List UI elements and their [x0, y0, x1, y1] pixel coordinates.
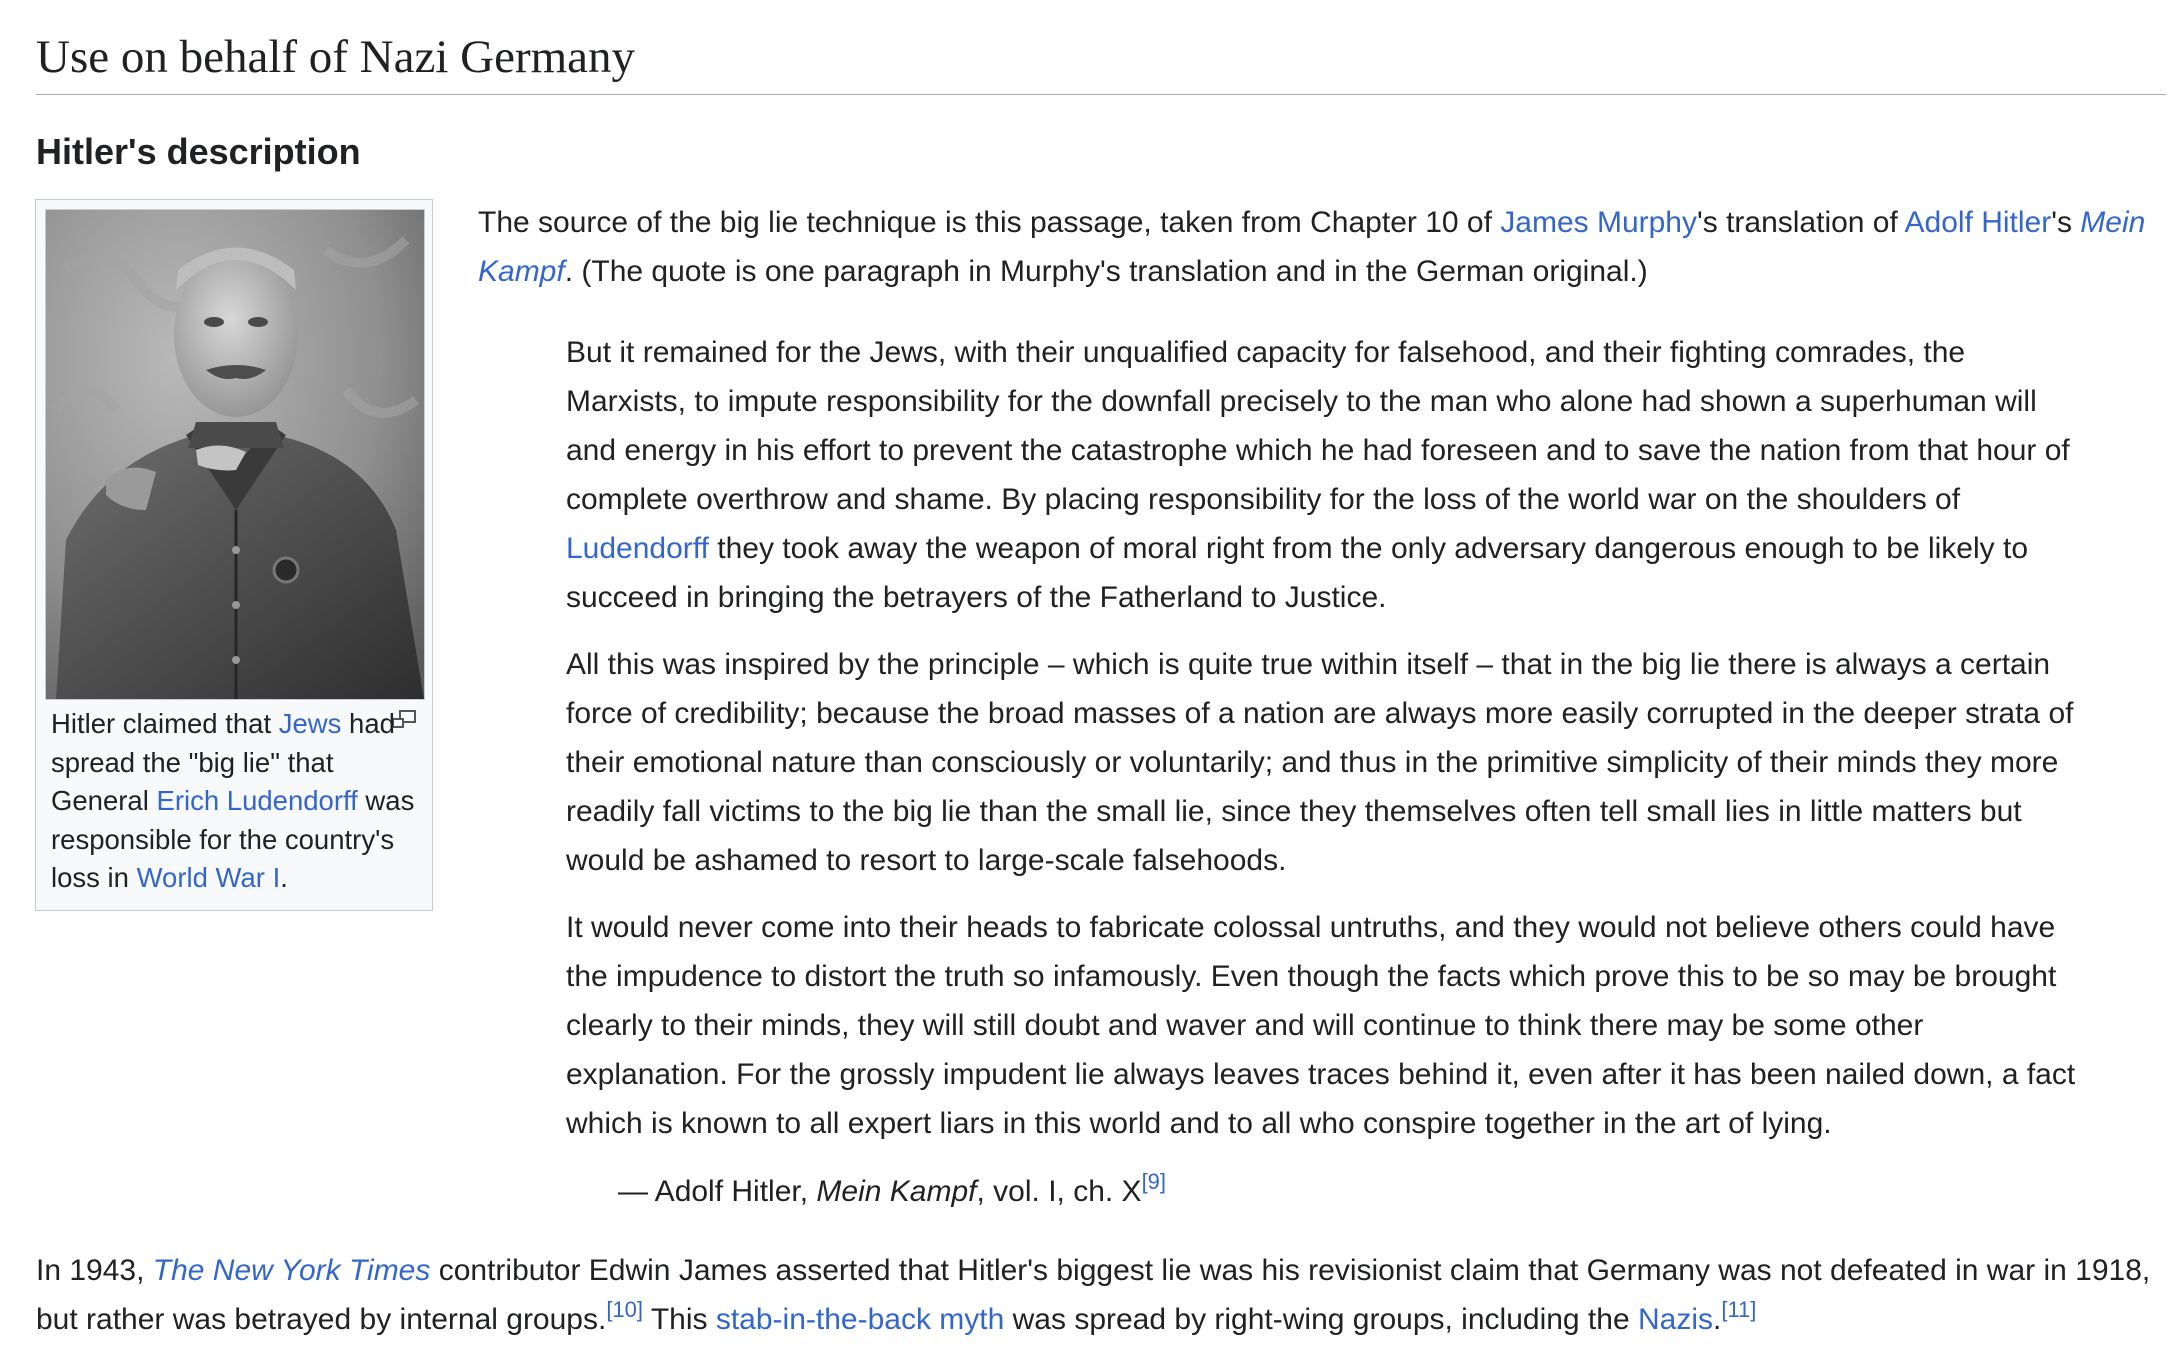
outro-text: This — [643, 1303, 716, 1336]
intro-text: 's — [2051, 206, 2081, 239]
link-new-york-times[interactable]: The New York Times — [152, 1254, 431, 1287]
intro-text: The source of the big lie technique is this passage, taken from Chapter 10 of — [478, 206, 1501, 239]
intro-text: 's translation of — [1697, 206, 1905, 239]
outro-text: . — [1713, 1303, 1722, 1336]
link-erich-ludendorff[interactable]: Erich Ludendorff — [156, 785, 358, 816]
link-mein-kampf[interactable]: Mein Kampf — [478, 206, 2146, 288]
quote-text: But it remained for the Jews, with their unqualified capacity for falsehood, and their fighting comrades, the Marxists, to impute responsibility for the downfall precisely to the man who alone had shown a superhuman will and energy in his effort to prevent the catastrophe which he had foreseen and to save the nation from that hour of complete overthrow and shame. By placing responsibility for the loss of the world war on the shoulders of — [566, 336, 2070, 516]
ref-10[interactable]: [10] — [606, 1297, 644, 1322]
figure-thumbnail — [35, 199, 433, 911]
caption-text: had spread the "big lie" that General — [51, 708, 395, 816]
caption-text: . — [280, 862, 288, 893]
citation-text: — Adolf Hitler, — [618, 1175, 817, 1208]
link-ludendorff[interactable]: Ludendorff — [566, 532, 709, 565]
citation-work: Mein Kampf — [816, 1175, 977, 1208]
subsection-heading: Hitler's description — [36, 131, 361, 172]
section-heading: Use on behalf of Nazi Germany — [36, 26, 2166, 95]
link-james-murphy[interactable]: James Murphy — [1500, 206, 1697, 239]
link-nazis[interactable]: Nazis — [1637, 1303, 1713, 1336]
outro-text: contributor Edwin James asserted that Hitler's biggest lie was his revisionist claim that Germany was not defeated in war in 1918, but rather was betrayed by internal groups. — [36, 1254, 2151, 1336]
quote-paragraph-3: It would never come into their heads to fabricate colossal untruths, and they would not believe others could have the impudence to distort the truth so infamously. Even though the facts which prove this to be so may be brought clearly to their minds, they will still doubt and waver and will continue to think there may be some other explanation. For the grossly impudent lie always leaves traces behind it, even after it has been nailed down, a fact which is known to all expert liars in this world and to all who conspire together in the art of lying. — [566, 911, 2076, 1140]
outro-paragraph — [36, 1246, 2166, 1344]
intro-paragraph — [478, 198, 2158, 296]
citation-text: , vol. I, ch. X — [976, 1175, 1142, 1208]
link-stab-in-the-back-myth[interactable]: stab-in-the-back myth — [715, 1303, 1005, 1336]
quote-paragraph-1 — [566, 328, 2086, 622]
ludendorff-photo[interactable] — [45, 209, 425, 700]
caption-text: was responsible for the country's loss in — [51, 785, 415, 893]
outro-text: In 1943, — [36, 1254, 153, 1287]
caption-text: Hitler claimed that — [51, 708, 279, 739]
link-world-war-i[interactable]: World War I — [136, 862, 281, 893]
link-adolf-hitler[interactable]: Adolf Hitler — [1904, 206, 2052, 239]
quote-citation — [618, 1167, 1166, 1216]
ref-9[interactable]: [9] — [1141, 1169, 1167, 1194]
quote-paragraph-2: All this was inspired by the principle – which is quite true within itself – that in the big lie there is always a certain force of credibility; because the broad masses of a nation are always more easily corrupted in the deeper strata of their emotional nature than consciously or voluntarily; and thus in the primitive simplicity of their minds they more readily fall victims to the big lie than the small lie, since they themselves often tell small lies in little matters but would be ashamed to resort to large-scale falsehoods. — [566, 648, 2074, 877]
ref-11[interactable]: [11] — [1721, 1297, 1757, 1322]
quote-text: they took away the weapon of moral right from the only adversary dangerous enough to be likely to succeed in bringing the betrayers of the Fatherland to Justice. — [566, 532, 2029, 614]
intro-text: . (The quote is one paragraph in Murphy's translation and in the German original.) — [564, 255, 1648, 288]
outro-text: was spread by right-wing groups, including the — [1004, 1303, 1638, 1336]
link-jews[interactable]: Jews — [278, 708, 342, 739]
figure-caption — [51, 705, 423, 898]
